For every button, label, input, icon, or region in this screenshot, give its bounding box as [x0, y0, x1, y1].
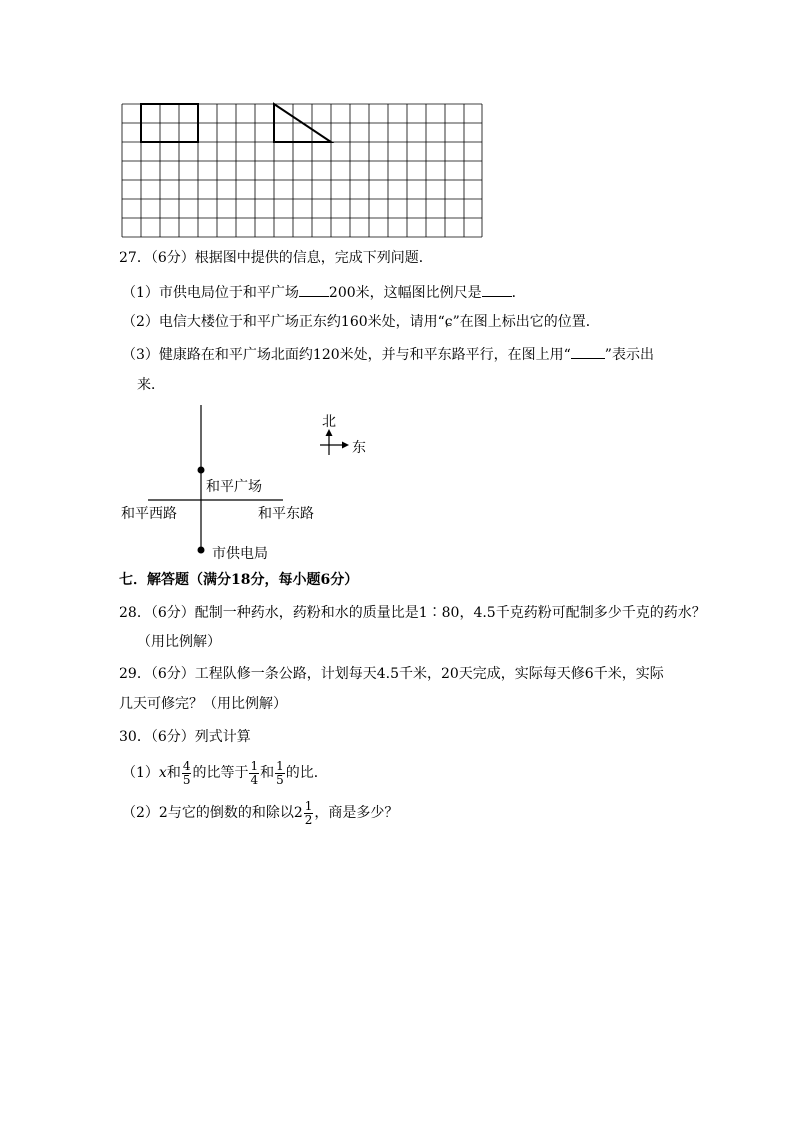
q27-part2-text-b: ”在图上标出它的位置． [452, 314, 600, 330]
q27-part2 [122, 312, 600, 332]
q27-part2-text-a: （2）电信大楼位于和平广场正东约160米处，请用“ [122, 314, 445, 330]
compass-east-arrowhead [342, 442, 349, 449]
section-7-heading: 七．解答题（满分18分，每小题6分） [119, 572, 359, 588]
q27-part1-text-b: 200米，这幅图比例尺是 [328, 285, 482, 301]
q30-part2-text-a: （2）2与它的倒数的和除以2 [122, 805, 303, 821]
q27-part1-text-a: （1）市供电局位于和平广场 [122, 285, 299, 301]
q30-part2-text-b: ，商是多少？ [314, 805, 399, 821]
q30-part1-text-c: 的比等于 [192, 765, 249, 781]
answer-blank-1[interactable] [299, 282, 329, 297]
plaza-point [198, 467, 205, 474]
answer-blank-2[interactable] [482, 282, 512, 297]
road-line-sample [571, 344, 605, 359]
q27-part3-text-a: （3）健康路在和平广场北面约120米处，并与和平东路平行，在图上用“ [122, 347, 571, 363]
q30-heading: 30．（6分）列式计算 [119, 729, 251, 745]
q27-part3-text-b: ”表示出 [604, 347, 654, 363]
plaza-label: 和平广场 [206, 479, 262, 495]
q27-part3 [122, 344, 654, 365]
q27-part3-cont: 来． [137, 377, 165, 393]
q28-line2: （用比例解） [137, 634, 221, 650]
fraction-4-5: $\frac{4}{5}$ [182, 758, 191, 787]
q30-part1 [122, 756, 328, 790]
east-road-label: 和平东路 [258, 506, 314, 522]
compass-east-label: 东 [352, 440, 366, 456]
power-bureau-point [198, 547, 205, 554]
q27-part1 [122, 282, 526, 303]
compass-north-label: 北 [322, 414, 336, 430]
q29-line2: 几天可修完？（用比例解） [119, 696, 287, 712]
q30-part1-text-e: 的比． [285, 765, 328, 781]
variable-x: x [158, 765, 167, 781]
fraction-1-4: $\frac{1}{4}$ [250, 758, 259, 787]
q27-part1-text-c: ． [511, 285, 526, 301]
q30-part1-text-d: 和 [260, 765, 275, 781]
q30-part2 [122, 796, 398, 830]
q28-line1: 28．（6分）配制一种药水，药粉和水的质量比是1∶80，4.5千克药粉可配制多少千克的药水？ [119, 605, 706, 621]
q29-line1: 29．（6分）工程队修一条公路，计划每天4.5千米，20天完成，实际每天修6千米，实际 [119, 666, 664, 682]
west-road-label: 和平西路 [121, 506, 177, 522]
q30-part1-text-b: 和 [166, 765, 181, 781]
grid-figure [120, 102, 484, 238]
power-bureau-label: 市供电局 [212, 546, 268, 562]
fraction-1-2: $\frac{1}{2}$ [304, 798, 313, 827]
grid-lines [122, 104, 482, 237]
q27-heading: 27．（6分）根据图中提供的信息，完成下列问题． [119, 250, 433, 266]
q30-part1-text-a: （1） [122, 765, 159, 781]
building-symbol-icon: ɕ [444, 314, 453, 330]
fraction-1-5: $\frac{1}{5}$ [276, 758, 284, 787]
